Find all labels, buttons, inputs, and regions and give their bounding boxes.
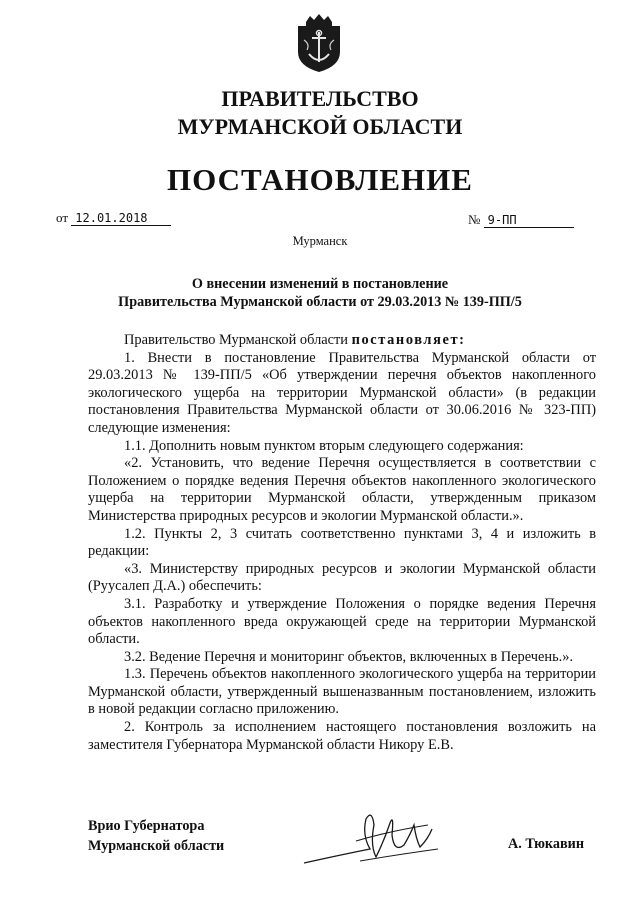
- signatory-title-line2: Мурманской области: [88, 838, 225, 854]
- signatory-name: А. Тюкавин: [508, 836, 585, 852]
- signatory-title: [88, 816, 224, 856]
- signatory-title-line1: Врио Губернатора: [88, 818, 205, 834]
- intro-verb: постановляет: [351, 332, 460, 348]
- intro-start: Правительство Мурманской области: [124, 332, 352, 348]
- paragraph-1-1: 1.1. Дополнить новым пунктом вторым следующего содержания:: [124, 437, 524, 454]
- paragraph-1-3: 1.3. Перечень объектов накопленного экологического ущерба на территории Мурманской области, утвержденный вышеназванным постановлением, изложить в новой редакции согласно приложению.: [88, 666, 596, 718]
- document-body: [88, 332, 596, 754]
- paragraph-1: 1. Внести в постановление Правительства Мурманской области от 29.03.2013 № 139-ПП/5 «Об утверждении перечня объектов накопленного экологического ущерба на территории Мурманской области» (в редакции постановления Правительства Мурманской области от 30.06.2016 № 323-ПП) следующие изменения:: [88, 349, 596, 436]
- city: Мурманск: [292, 234, 348, 248]
- paragraph-1-2: 1.2. Пункты 2, 3 считать соответственно пунктами 3, 4 и изложить в редакции:: [88, 525, 596, 560]
- date-value: 12.01.2018: [71, 211, 171, 226]
- subject-line1: О внесении изменений в постановление: [191, 276, 449, 292]
- paragraph-quote-2: «2. Установить, что ведение Перечня осуществляется в соответствии с Положением о порядке ведения Перечня объектов накопленного экологического ущерба на территории Мурманской области, утвержденным приказом Министерства природных ресурсов и экологии Мурманской области.».: [88, 455, 596, 524]
- paragraph-3-1: 3.1. Разработку и утверждение Положения о порядке ведения Перечня объектов накопленного вреда окружающей среде на территории Мурманской области.: [88, 595, 596, 648]
- number-value: 9-ПП: [484, 213, 574, 228]
- handwritten-signature: [300, 805, 450, 873]
- document-type: ПОСТАНОВЛЕНИЕ: [167, 162, 473, 197]
- org-title-line1: ПРАВИТЕЛЬСТВО: [221, 86, 419, 111]
- date-prefix: от: [56, 210, 69, 225]
- subject-line2: Правительства Мурманской области от 29.03.2013 № 139-ПП/5: [118, 294, 522, 310]
- murmansk-coat-of-arms-icon: [292, 14, 346, 74]
- paragraph-quote-3: «3. Министерству природных ресурсов и экологии Мурманской области (Руусалеп Д.А.) обеспечить:: [88, 560, 596, 595]
- number-prefix: №: [468, 212, 481, 227]
- document-number: [468, 212, 574, 228]
- intro-end: :: [459, 332, 466, 348]
- org-title-line2: МУРМАНСКОЙ ОБЛАСТИ: [177, 114, 463, 139]
- intro-paragraph: [88, 332, 596, 350]
- document-date: [56, 210, 171, 226]
- paragraph-2: 2. Контроль за исполнением настоящего постановления возложить на заместителя Губернатора Мурманской области Никору Е.В.: [88, 719, 596, 753]
- paragraph-3-2: 3.2. Ведение Перечня и мониторинг объектов, включенных в Перечень.».: [124, 648, 574, 665]
